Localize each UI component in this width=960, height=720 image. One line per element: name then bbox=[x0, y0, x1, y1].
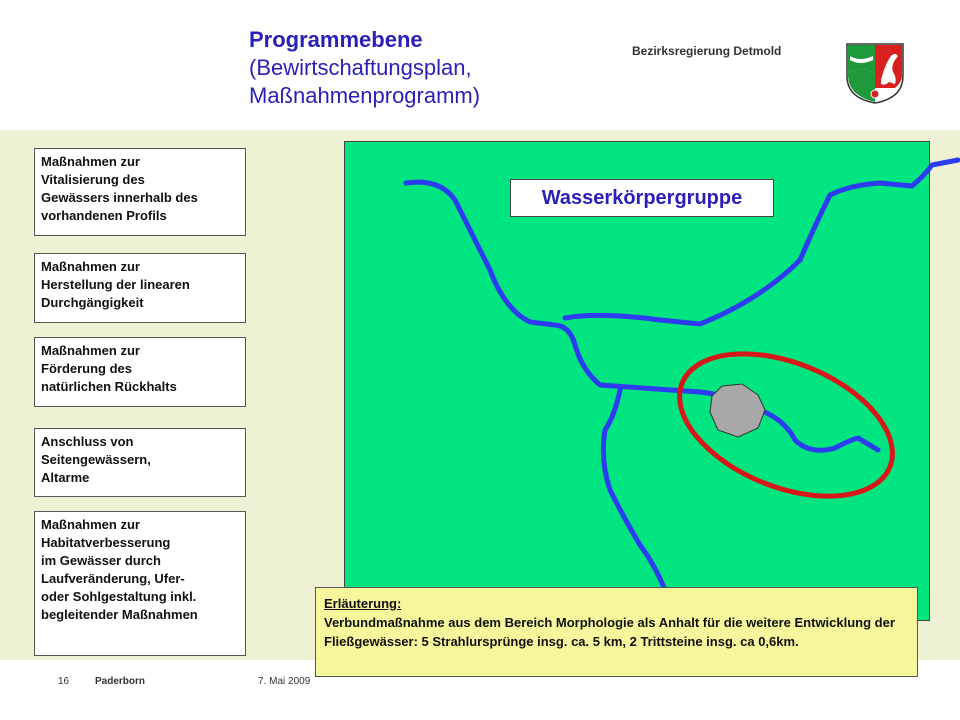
settlement-area bbox=[710, 384, 765, 437]
footer-place: Paderborn bbox=[95, 676, 146, 687]
measure-box-vitalisierung: Maßnahmen zur Vitalisierung des Gewässers innerhalb des vorhandenen Profils bbox=[34, 148, 246, 236]
page-number: 16 bbox=[58, 676, 70, 687]
note-heading: Erläuterung: bbox=[324, 596, 402, 611]
title-subtitle: (Bewirtschaftungsplan, Maßnahmenprogramm) bbox=[249, 55, 481, 108]
footer-date: 7. Mai 2009 bbox=[258, 676, 311, 687]
note-text: Verbundmaßnahme aus dem Bereich Morphologie als Anhalt für die weitere Entwicklung der Fließgewässer: 5 Strahlursprünge insg. ca. 5 km, 2 Trittsteine insg. ca 0,6km. bbox=[324, 615, 895, 649]
river-south bbox=[603, 390, 665, 590]
explanation-note bbox=[315, 587, 918, 677]
measure-box-habitatverbesserung: Maßnahmen zur Habitatverbesserung im Gewässer durch Laufveränderung, Ufer- oder Sohlgestaltung inkl. begleitender Maßnahmen bbox=[34, 511, 246, 656]
water-body-group-label: Wasserkörpergruppe bbox=[510, 179, 774, 217]
measure-box-rueckhalt: Maßnahmen zur Förderung des natürlichen Rückhalts bbox=[34, 337, 246, 407]
measure-box-durchgaengigkeit: Maßnahmen zur Herstellung der linearen Durchgängigkeit bbox=[34, 253, 246, 323]
title-main: Programmebene bbox=[249, 27, 423, 52]
authority-name: Bezirksregierung Detmold bbox=[632, 44, 782, 58]
measure-box-seitengewaesser: Anschluss von Seitengewässern, Altarme bbox=[34, 428, 246, 497]
